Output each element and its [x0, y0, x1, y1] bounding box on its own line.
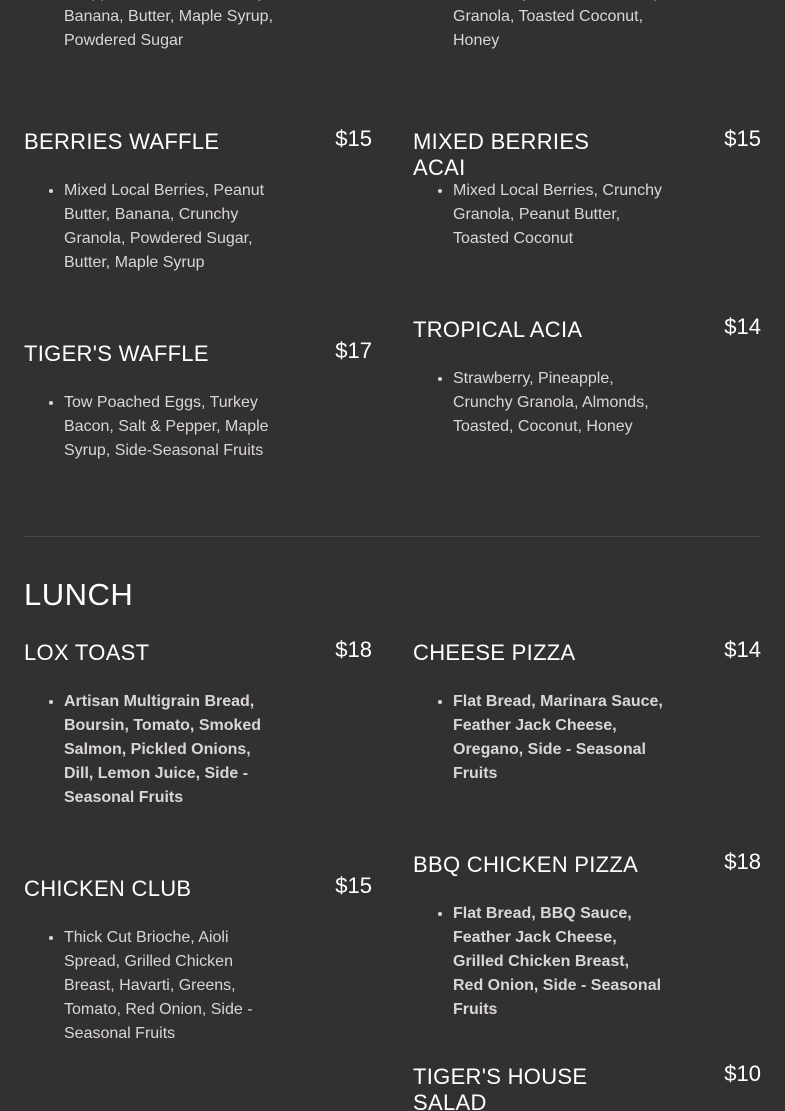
item-name: BBQ CHICKEN PIZZA — [413, 852, 639, 877]
item-description-list — [413, 0, 663, 53]
item-name: TIGER'S HOUSE SALAD — [413, 1064, 588, 1111]
item-price: $17 — [335, 338, 372, 363]
item-description: • Thick Cut Brioche, Aioli Spread, Grilled Chicken Breast, Havarti, Greens, Tomato, Red Onion, Side - Seasonal Fruits — [64, 926, 274, 1046]
item-description-list — [413, 902, 663, 1022]
section-divider — [24, 536, 761, 537]
item-name: TIGER'S WAFFLE — [24, 341, 209, 366]
item-description: • Flat Bread, BBQ Sauce, Feather Jack Cheese, Grilled Chicken Breast, Red Onion, Side - Seasonal Fruits — [453, 902, 663, 1022]
item-name: BERRIES WAFFLE — [24, 129, 220, 154]
item-description-list — [24, 926, 274, 1046]
item-name: CHEESE PIZZA — [413, 640, 576, 665]
item-price: $15 — [724, 126, 761, 151]
item-price: $15 — [335, 126, 372, 151]
item-description: • Mixed Local Berries, Peanut Butter, Banana, Crunchy Granola, Powdered Sugar, Butter, Maple Syrup — [64, 179, 274, 275]
item-name: MIXED BERRIES ACAI — [413, 129, 590, 180]
item-description: • Mixed Local Berries, Crunchy Granola, Peanut Butter, Toasted Coconut — [453, 179, 663, 251]
item-description-list — [24, 690, 274, 810]
item-description-list — [413, 179, 663, 251]
item-price: $10 — [724, 1061, 761, 1086]
item-price: $15 — [335, 873, 372, 898]
item-price: $18 — [724, 849, 761, 874]
item-description: • Granola, Toasted Coconut, Honey — [453, 0, 663, 53]
item-description-list — [413, 367, 663, 439]
item-description: • Tow Poached Eggs, Turkey Bacon, Salt & Pepper, Maple Syrup, Side-Seasonal Fruits — [64, 391, 274, 463]
item-name: TROPICAL ACIA — [413, 317, 583, 342]
item-description-list — [24, 0, 274, 53]
item-name: LOX TOAST — [24, 640, 150, 665]
item-description: • Banana, Butter, Maple Syrup, Powdered Sugar — [64, 0, 274, 53]
item-price: $14 — [724, 314, 761, 339]
item-description-list — [413, 690, 663, 786]
item-description-list — [24, 179, 274, 275]
item-name: CHICKEN CLUB — [24, 876, 192, 901]
item-price: $14 — [724, 637, 761, 662]
item-description: • Strawberry, Pineapple, Crunchy Granola, Almonds, Toasted, Coconut, Honey — [453, 367, 663, 439]
item-description-list — [24, 391, 274, 463]
item-price: $18 — [335, 637, 372, 662]
item-description: • Artisan Multigrain Bread, Boursin, Tomato, Smoked Salmon, Pickled Onions, Dill, Lemon Juice, Side - Seasonal Fruits — [64, 690, 274, 810]
section-title-lunch: LUNCH — [24, 577, 134, 612]
item-description: • Flat Bread, Marinara Sauce, Feather Jack Cheese, Oregano, Side - Seasonal Fruits — [453, 690, 663, 786]
